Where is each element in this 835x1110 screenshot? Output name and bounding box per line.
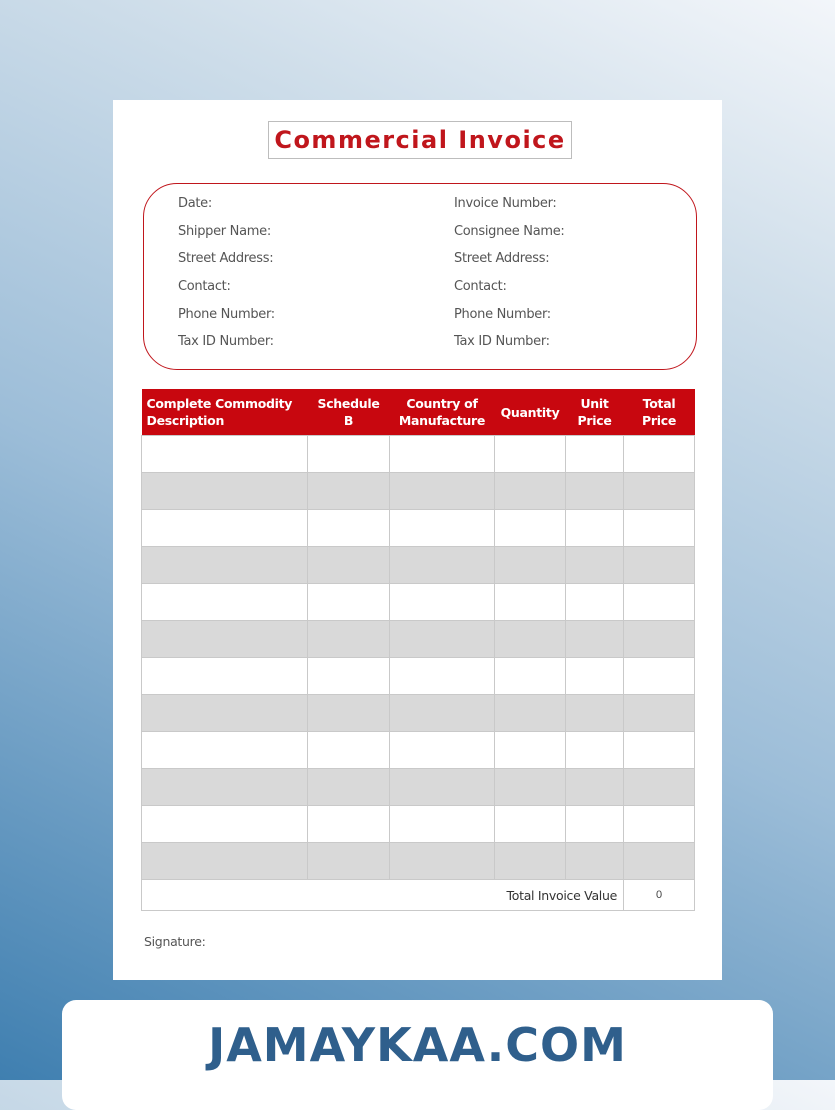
table-cell[interactable] [624,843,695,880]
table-row [142,806,695,843]
total-row [142,880,695,911]
table-cell[interactable] [624,584,695,621]
table-cell[interactable] [142,621,308,658]
table-cell[interactable] [566,658,624,695]
header-total-price [624,389,695,436]
table-cell[interactable] [390,658,495,695]
table-cell[interactable] [624,621,695,658]
table-row [142,621,695,658]
header-unit-price-line-1: Unit [580,396,609,411]
table-cell[interactable] [308,806,390,843]
table-cell[interactable] [624,806,695,843]
table-cell[interactable] [308,510,390,547]
table-cell[interactable] [308,695,390,732]
header-quantity-text: Quantity [500,404,560,420]
header-total-price-line-2: Price [642,413,676,428]
table-cell[interactable] [308,584,390,621]
table-cell[interactable] [308,843,390,880]
table-cell[interactable] [495,547,566,584]
table-cell[interactable] [495,695,566,732]
table-cell[interactable] [495,843,566,880]
signature-label: Signature: [144,934,206,949]
table-cell[interactable] [142,473,308,510]
header-unit-price [566,389,624,436]
table-cell[interactable] [142,584,308,621]
table-cell[interactable] [566,806,624,843]
title-box [268,121,572,159]
shipper-street-address-label: Street Address: [178,251,274,266]
table-cell[interactable] [390,769,495,806]
header-unit-price-line-2: Price [577,413,612,428]
table-cell[interactable] [624,769,695,806]
table-row [142,584,695,621]
table-row [142,547,695,584]
consignee-name-label: Consignee Name: [454,224,565,239]
date-label: Date: [178,196,212,211]
table-cell[interactable] [142,510,308,547]
shipper-name-label: Shipper Name: [178,224,271,239]
table-cell[interactable] [308,436,390,473]
table-cell[interactable] [566,732,624,769]
table-cell[interactable] [566,547,624,584]
table-cell[interactable] [566,621,624,658]
table-cell[interactable] [390,695,495,732]
table-cell[interactable] [390,843,495,880]
table-cell[interactable] [142,547,308,584]
consignee-street-address-label: Street Address: [454,251,550,266]
table-cell[interactable] [495,510,566,547]
table-cell[interactable] [566,769,624,806]
table-cell[interactable] [390,436,495,473]
consignee-phone-label: Phone Number: [454,307,551,322]
table-cell[interactable] [495,621,566,658]
table-cell[interactable] [390,806,495,843]
table-cell[interactable] [390,621,495,658]
header-total-price-line-1: Total [642,396,676,411]
table-cell[interactable] [390,732,495,769]
table-row [142,769,695,806]
table-cell[interactable] [390,473,495,510]
table-cell[interactable] [566,584,624,621]
table-cell[interactable] [495,584,566,621]
table-cell[interactable] [308,473,390,510]
table-row [142,732,695,769]
header-commodity-description [142,389,308,436]
table-header-row [142,389,695,436]
table-cell[interactable] [142,806,308,843]
table-cell[interactable] [390,584,495,621]
header-quantity [495,389,566,436]
table-cell[interactable] [142,732,308,769]
consignee-tax-id-label: Tax ID Number: [454,334,550,349]
total-invoice-value-label: Total Invoice Value [142,880,624,911]
header-commodity-line-2: Description [146,413,225,428]
table-row [142,658,695,695]
table-cell[interactable] [142,436,308,473]
table-cell[interactable] [308,769,390,806]
table-cell[interactable] [495,769,566,806]
invoice-number-label: Invoice Number: [454,196,557,211]
shipper-tax-id-label: Tax ID Number: [178,334,274,349]
table-cell[interactable] [142,843,308,880]
header-commodity-line-1: Complete Commodity [146,396,293,411]
table-cell[interactable] [308,658,390,695]
invoice-page [113,100,722,980]
header-country-line-2: Manufacture [398,413,486,428]
table-cell[interactable] [624,473,695,510]
party-info-box [143,183,697,370]
table-cell[interactable] [308,732,390,769]
page-title: Commercial Invoice [274,126,566,154]
table-cell[interactable] [495,473,566,510]
shipper-contact-label: Contact: [178,279,231,294]
table-row [142,843,695,880]
total-invoice-value[interactable]: 0 [624,880,695,911]
table-cell[interactable] [495,732,566,769]
consignee-contact-label: Contact: [454,279,507,294]
table-row [142,436,695,473]
table-cell[interactable] [390,547,495,584]
table-cell[interactable] [624,510,695,547]
header-schedule-b-text: Schedule B [317,396,380,428]
shipper-phone-label: Phone Number: [178,307,275,322]
table-body [142,436,695,880]
table-cell[interactable] [308,621,390,658]
table-cell[interactable] [495,658,566,695]
brand-logo-text: JAMAYKAA.COM [208,1018,627,1072]
table-cell[interactable] [142,769,308,806]
table-cell[interactable] [566,843,624,880]
table-row [142,695,695,732]
table-cell[interactable] [566,473,624,510]
table-cell[interactable] [495,436,566,473]
table-cell[interactable] [142,658,308,695]
table-cell[interactable] [308,547,390,584]
table-row [142,510,695,547]
table-cell[interactable] [624,658,695,695]
header-country-line-1: Country of [406,396,478,411]
table-cell[interactable] [624,436,695,473]
header-country-of-manufacture [390,389,495,436]
header-schedule-b [308,389,390,436]
table-cell[interactable] [566,436,624,473]
commodity-table [141,389,695,911]
table-cell[interactable] [624,547,695,584]
table-cell[interactable] [566,695,624,732]
commodity-table-wrap [141,389,694,911]
brand-banner [62,1000,773,1110]
table-cell[interactable] [390,510,495,547]
table-row [142,473,695,510]
table-cell[interactable] [566,510,624,547]
table-cell[interactable] [142,695,308,732]
table-cell[interactable] [624,695,695,732]
table-cell[interactable] [624,732,695,769]
table-cell[interactable] [495,806,566,843]
